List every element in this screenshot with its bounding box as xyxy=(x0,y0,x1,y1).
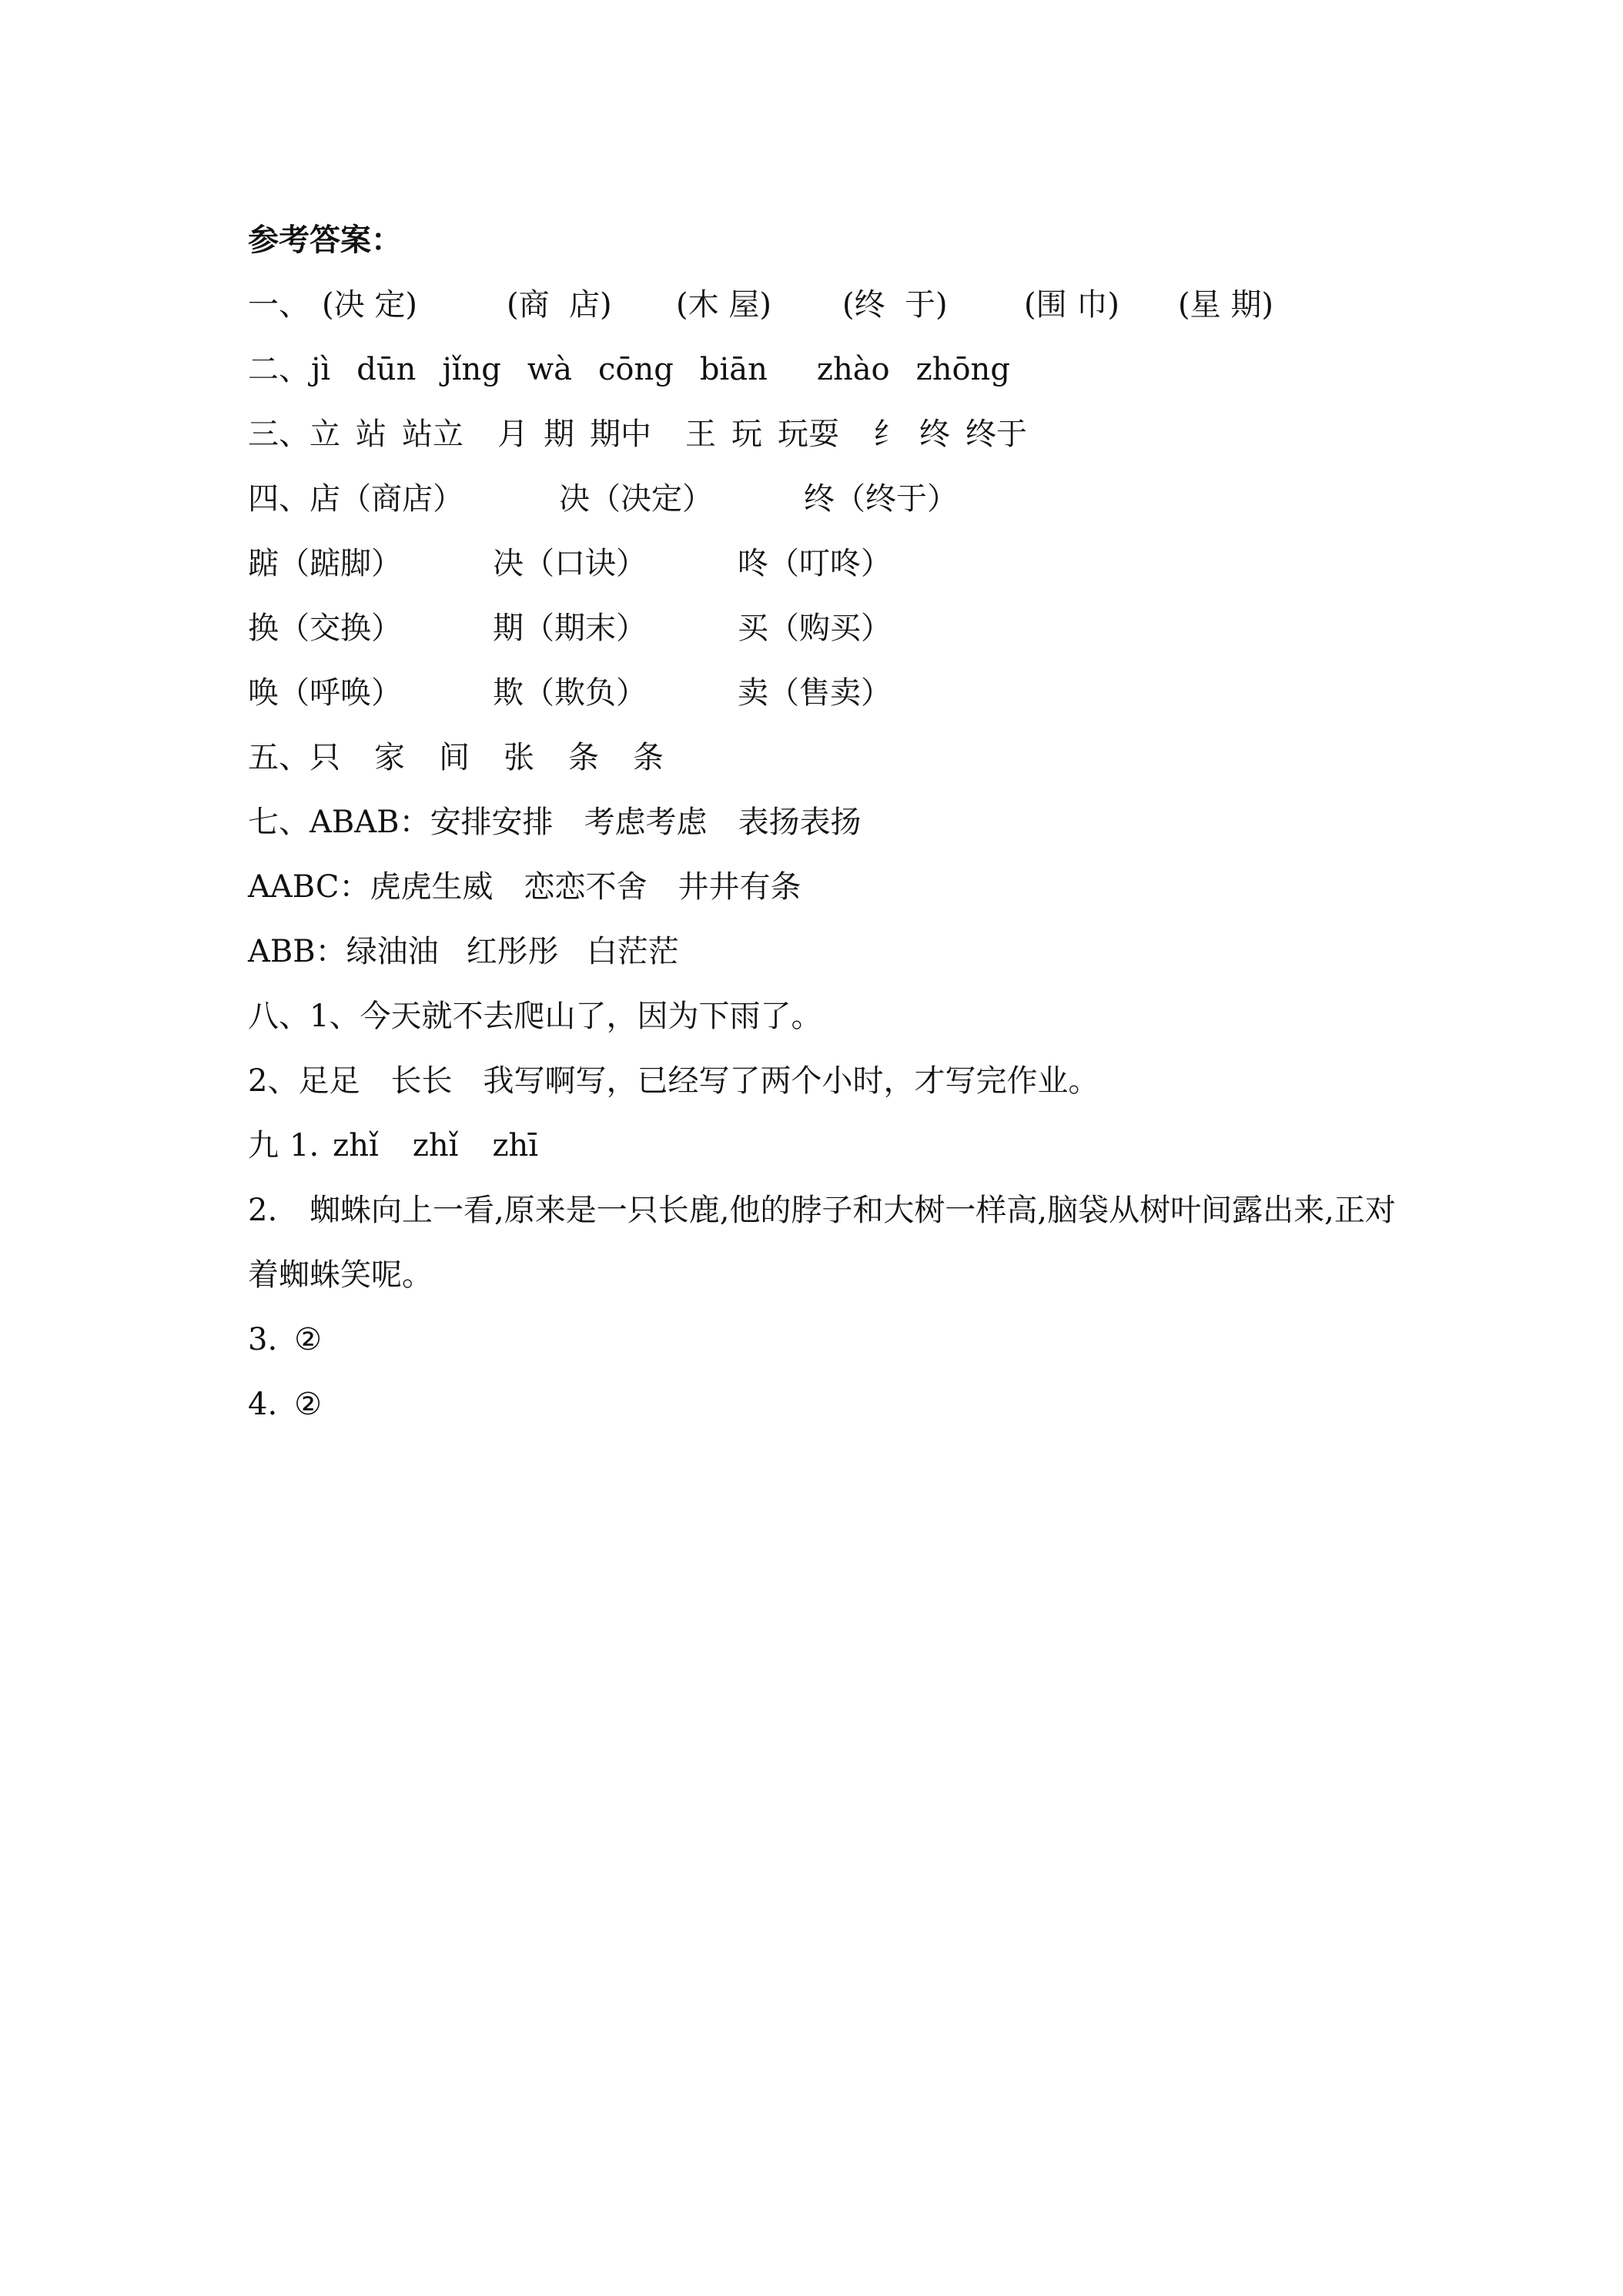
sub-question-label: 2. xyxy=(248,1193,278,1228)
question-number: 一、 xyxy=(248,287,310,323)
answer-item: 安排安排 xyxy=(430,805,554,840)
answer-item: 期 xyxy=(544,417,574,452)
question-number: 五、 xyxy=(248,740,310,775)
answer-item: (终 于) xyxy=(842,287,948,323)
question-3-answers xyxy=(248,402,1418,467)
answer-item: 换（交换） xyxy=(248,611,402,646)
answer-item: ② xyxy=(294,1387,323,1422)
pattern-label: ABAB： xyxy=(310,805,430,840)
answer-item: 玩耍 xyxy=(778,417,839,452)
question-9-row xyxy=(248,1372,1418,1437)
answer-sentence: 1、今天就不去爬山了，因为下雨了。 xyxy=(310,999,822,1034)
answer-item: 王 xyxy=(685,417,716,452)
question-number: 九 xyxy=(248,1128,279,1163)
pinyin-item: biān xyxy=(699,352,768,387)
answer-item: 终于 xyxy=(965,417,1027,452)
pattern-label: ABB： xyxy=(248,934,346,969)
question-4-row xyxy=(248,596,1418,661)
page-title: 参考答案： xyxy=(248,223,402,258)
answer-sentence: 蜘蛛向上一看,原来是一只长鹿,他的脖子和大树一样高,脑袋从树叶间露出来,正对着蜘蛛笑呢。 xyxy=(248,1193,1396,1293)
pinyin-item: cōng xyxy=(598,352,674,387)
answer-item: 踮（踮脚） xyxy=(248,546,402,581)
answer-item: 绿油油 xyxy=(346,934,439,969)
answer-item: 间 xyxy=(439,740,470,775)
answer-item: (围 巾) xyxy=(1024,287,1119,323)
answer-item: (决 定) xyxy=(322,287,417,323)
pinyin-item: dūn xyxy=(356,352,417,387)
question-7-row xyxy=(248,919,1418,984)
question-4-answers xyxy=(248,467,1418,531)
answer-item: 唤（呼唤） xyxy=(248,675,402,711)
answer-item: 终 xyxy=(919,417,950,452)
answer-item: 井井有条 xyxy=(678,869,801,905)
answer-item: 条 xyxy=(568,740,599,775)
answer-item: 条 xyxy=(633,740,664,775)
question-number: 二、 xyxy=(248,352,310,387)
sub-question-label: 4. xyxy=(248,1387,278,1422)
answer-item: 考虑考虑 xyxy=(584,805,708,840)
question-8-answers xyxy=(248,984,1418,1049)
pinyin-item: zhào xyxy=(816,352,890,387)
question-number: 四、 xyxy=(248,481,310,517)
question-4-row xyxy=(248,661,1418,725)
pinyin-item: zhǐ xyxy=(333,1128,379,1163)
answer-item: 只 xyxy=(310,740,340,775)
question-1-answers xyxy=(248,273,1418,337)
answer-item: 虎虎生威 xyxy=(370,869,494,905)
answer-item: 立 xyxy=(310,417,340,452)
question-2-answers xyxy=(248,337,1418,402)
pattern-label: AABC： xyxy=(248,869,370,905)
answer-item: 决（口诀） xyxy=(493,546,647,581)
answer-item: 决（决定） xyxy=(559,481,713,517)
answer-item: 站 xyxy=(356,417,387,452)
pinyin-item: zhǐ xyxy=(412,1128,459,1163)
answer-item: 站立 xyxy=(402,417,463,452)
question-7-answers xyxy=(248,790,1418,855)
question-9-row xyxy=(248,1307,1418,1372)
answer-item: 长长 xyxy=(390,1063,453,1099)
answer-item: 家 xyxy=(374,740,405,775)
question-9-row xyxy=(248,1178,1418,1307)
answer-item: 咚（叮咚） xyxy=(738,546,892,581)
answer-item: (星 期) xyxy=(1178,287,1273,323)
question-number: 八、 xyxy=(248,999,310,1034)
answer-key xyxy=(248,208,1418,1437)
answer-item: (商 店) xyxy=(507,287,612,323)
sub-question-label: 1. xyxy=(289,1128,320,1163)
question-5-answers xyxy=(248,725,1418,790)
answer-item: 店（商店） xyxy=(310,481,463,517)
question-number: 三、 xyxy=(248,417,310,452)
pinyin-item: zhōng xyxy=(915,352,1010,387)
pinyin-item: jì xyxy=(311,352,331,387)
answer-item: 恋恋不舍 xyxy=(524,869,648,905)
answer-item: 买（购买） xyxy=(738,611,892,646)
answer-item: 卖（售卖） xyxy=(738,675,892,711)
answer-item: 终（终于） xyxy=(804,481,958,517)
answer-item: (木 屋) xyxy=(676,287,771,323)
answer-item: 白茫茫 xyxy=(586,934,679,969)
answer-sentence: 我写啊写，已经写了两个小时，才写完作业。 xyxy=(483,1063,1099,1099)
answer-item: 纟 xyxy=(873,417,904,452)
question-9-answers xyxy=(248,1113,1418,1178)
pinyin-item: zhī xyxy=(492,1128,539,1163)
pinyin-item: wà xyxy=(527,352,572,387)
answer-item: 张 xyxy=(504,740,534,775)
question-number: 七、 xyxy=(248,805,310,840)
answer-item: 月 xyxy=(497,417,528,452)
answer-item: ② xyxy=(294,1322,323,1357)
answer-item: 2、足足 xyxy=(248,1063,360,1099)
pinyin-item: jǐng xyxy=(442,352,501,387)
sub-question-label: 3. xyxy=(248,1322,278,1357)
question-8-row xyxy=(248,1049,1418,1113)
answer-item: 欺（欺负） xyxy=(493,675,647,711)
answer-item: 期（期末） xyxy=(493,611,647,646)
question-4-row xyxy=(248,531,1418,596)
answer-item: 期中 xyxy=(590,417,651,452)
answer-item: 红彤彤 xyxy=(466,934,559,969)
answer-item: 玩 xyxy=(731,417,762,452)
question-7-row xyxy=(248,855,1418,919)
answer-item: 表扬表扬 xyxy=(738,805,862,840)
